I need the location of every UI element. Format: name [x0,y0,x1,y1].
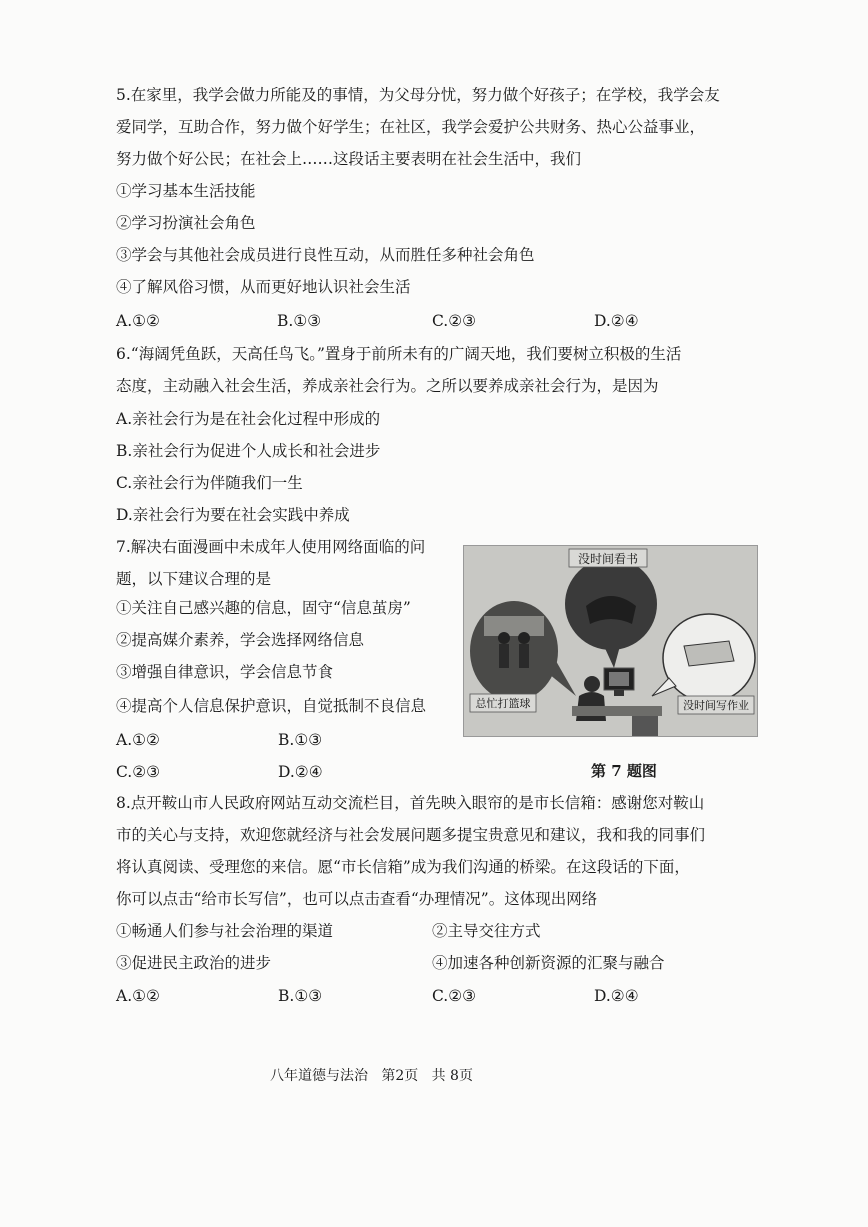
q7-option-b: B.①③ [278,731,323,749]
figure-caption: 第 7 题图 [591,762,657,780]
q6-option-b: B.亲社会行为促进个人成长和社会进步 [116,442,381,460]
bubble-top-label: 没时间看书 [577,552,639,566]
q8-item-2: ②主导交往方式 [432,922,541,940]
q5-option-d: D.②④ [594,312,639,330]
q7-cartoon-figure [463,545,758,737]
q5-item-4: ④了解风俗习惯，从而更好地认识社会生活 [116,278,411,296]
bubble-left-label: 总忙打篮球 [475,697,531,710]
q8-option-d: D.②④ [594,987,639,1005]
cartoon-illustration [464,546,757,736]
q6-stem-line-1: 6.“海阔凭鱼跃，天高任鸟飞。”置身于前所未有的广阔天地，我们要树立积极的生活 [116,345,682,363]
q6-stem-line-2: 态度，主动融入社会生活，养成亲社会行为。之所以要养成亲社会行为，是因为 [116,377,659,395]
q8-stem-line-1: 8.点开鞍山市人民政府网站互动交流栏目，首先映入眼帘的是市长信箱：感谢您对鞍山 [116,794,705,812]
q8-item-4: ④加速各种创新资源的汇聚与融合 [432,954,665,972]
q7-stem-line-2: 题，以下建议合理的是 [116,570,272,588]
q8-stem-line-4: 你可以点击“给市长写信”，也可以点击查看“办理情况”。这体现出网络 [116,890,598,908]
q6-option-d: D.亲社会行为要在社会实践中养成 [116,506,350,524]
q7-item-2: ②提高媒介素养，学会选择网络信息 [116,631,365,649]
q8-stem-line-2: 市的关心与支持，欢迎您就经济与社会发展问题多提宝贵意见和建议，我和我的同事们 [116,826,706,844]
q8-option-c: C.②③ [432,987,477,1005]
q5-item-3: ③学会与其他社会成员进行良性互动，从而胜任多种社会角色 [116,246,535,264]
q7-option-d: D.②④ [278,763,323,781]
q5-item-1: ①学习基本生活技能 [116,182,256,200]
page-footer: 八年道德与法治 第2页 共 8页 [270,1068,473,1084]
q5-stem-line-2: 爱同学，互助合作，努力做个好学生；在社区，我学会爱护公共财务、热心公益事业， [116,118,706,136]
q7-stem-line-1: 7.解决右面漫画中未成年人使用网络面临的问 [116,538,426,556]
q6-option-a: A.亲社会行为是在社会化过程中形成的 [116,410,381,428]
q7-item-4: ④提高个人信息保护意识，自觉抵制不良信息 [116,697,427,715]
q8-item-1: ①畅通人们参与社会治理的渠道 [116,922,334,940]
q5-option-b: B.①③ [277,312,322,330]
bubble-right-label: 没时间写作业 [683,699,749,712]
q7-item-3: ③增强自律意识，学会信息节食 [116,663,334,681]
q8-item-3: ③促进民主政治的进步 [116,954,272,972]
q5-option-c: C.②③ [432,312,477,330]
q6-option-c: C.亲社会行为伴随我们一生 [116,474,303,492]
q8-option-b: B.①③ [278,987,323,1005]
q7-option-c: C.②③ [116,763,161,781]
q8-option-a: A.①② [116,987,160,1005]
q7-option-a: A.①② [116,731,160,749]
q7-item-1: ①关注自己感兴趣的信息，固守“信息茧房” [116,599,411,617]
q5-stem-line-1: 5.在家里，我学会做力所能及的事情，为父母分忧，努力做个好孩子；在学校，我学会友 [116,86,720,104]
q5-item-2: ②学习扮演社会角色 [116,214,256,232]
q5-option-a: A.①② [116,312,160,330]
q8-stem-line-3: 将认真阅读、受理您的来信。愿“市长信箱”成为我们沟通的桥梁。在这段话的下面， [116,858,690,876]
q5-stem-line-3: 努力做个好公民；在社会上……这段话主要表明在社会生活中，我们 [116,150,582,168]
